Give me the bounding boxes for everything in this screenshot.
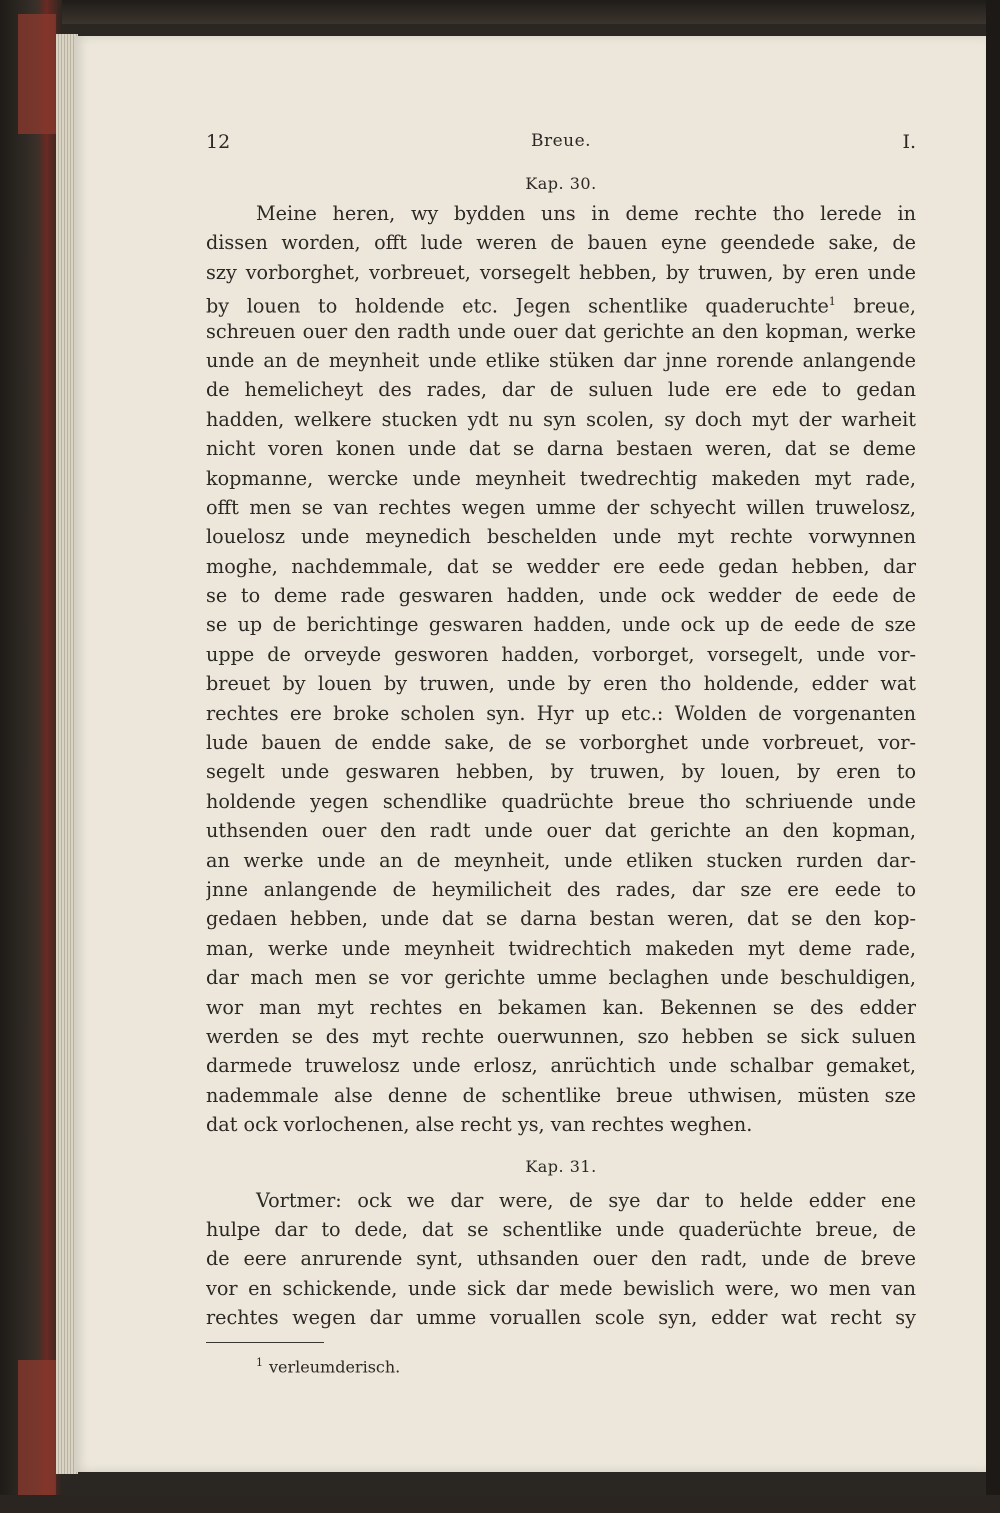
text-line: dar mach men se vor gerichte umme beclaghen unde beschuldigen, [206, 966, 916, 990]
binding-corner-top [18, 14, 56, 134]
book-spine-binding [0, 0, 62, 1513]
text-line-with-footnote-ref [206, 287, 916, 316]
text-line-part: breue, [835, 294, 916, 317]
footnote-reference: 1 [828, 295, 836, 309]
chapter-31-body [206, 1186, 916, 1333]
running-title: Breue. [530, 131, 592, 151]
chapter-heading-31: Kap. 31. [525, 1156, 597, 1176]
text-line: werden se des myt rechte ouerwunnen, szo hebben se sick suluen [206, 1024, 916, 1048]
text-line: se up de berichtinge geswaren hadden, unde ock up de eede de sze [206, 613, 916, 637]
section-number: I. [902, 131, 916, 153]
footnote-divider [206, 1342, 324, 1343]
text-line: uthsenden ouer den radt unde ouer dat gerichte an den kopman, [206, 819, 916, 843]
binding-corner-bottom [18, 1360, 56, 1500]
text-line: szy vorborghet, vorbreuet, vorsegelt hebben, by truwen, by eren unde [206, 260, 916, 284]
text-line: schreuen ouer den radth unde ouer dat gerichte an den kopman, werke [206, 319, 916, 343]
text-line: hadden, welkere stucken ydt nu syn scolen, sy doch myt der warheit [206, 407, 916, 431]
text-line: darmede truwelosz unde erlosz, anrüchtich unde schalbar gemaket, [206, 1054, 916, 1078]
running-head [206, 131, 916, 163]
text-line: gedaen hebben, unde dat se darna bestan weren, dat se den kop- [206, 907, 916, 931]
book-cover-top-edge [0, 0, 1000, 24]
chapter-heading-30: Kap. 30. [525, 174, 597, 193]
text-line: rechtes ere broke scholen syn. Hyr up etc.: Wolden de vorgenanten [206, 701, 916, 725]
text-line: lude bauen de endde sake, de se vorborghet unde vorbreuet, vor- [206, 731, 916, 755]
text-line: segelt unde geswaren hebben, by truwen, by louen, by eren to [206, 760, 916, 784]
text-line: uppe de orveyde gesworen hadden, vorborget, vorsegelt, unde vor- [206, 642, 916, 666]
text-line: jnne anlangende de heymilicheit des rades, dar sze ere eede to [206, 877, 916, 901]
text-line: de hemelicheyt des rades, dar de suluen lude ere ede to gedan [206, 378, 916, 402]
text-line: vor en schickende, unde sick dar mede bewislich were, wo men van [206, 1276, 916, 1300]
text-line: offt men se van rechtes wegen umme der schyecht willen truwelosz, [206, 495, 916, 519]
text-line: unde an de meynheit unde etlike stüken dar jnne rorende anlangende [206, 348, 916, 372]
footnote [206, 1351, 916, 1379]
book-cover-right-edge [986, 0, 1000, 1513]
book-cover-bottom-edge [0, 1495, 1000, 1513]
text-line: man, werke unde meynheit twidrechtich makeden myt deme rade, [206, 936, 916, 960]
text-line: dat ock vorlochenen, alse recht ys, van rechtes weghen. [206, 1113, 753, 1137]
text-line: rechtes wegen dar umme voruallen scole syn, edder wat recht sy [206, 1306, 916, 1330]
text-line: Meine heren, wy bydden uns in deme rechte tho lerede in [256, 202, 916, 225]
text-block [206, 131, 916, 1380]
text-line: wor man myt rechtes en bekamen kan. Bekennen se des edder [206, 995, 916, 1019]
text-line: de eere anrurende synt, uthsanden ouer den radt, unde de breve [206, 1247, 916, 1271]
page-number: 12 [206, 131, 231, 153]
text-line: kopmanne, wercke unde meynheit twedrechtig makeden myt rade, [206, 466, 916, 490]
book-page [74, 36, 986, 1472]
text-line: Vortmer: ock we dar were, de sye dar to helde edder ene [256, 1188, 916, 1212]
text-line: nademmale alse denne de schentlike breue uthwisen, müsten sze [206, 1083, 916, 1107]
text-line: holdende yegen schendlike quadrüchte breue tho schriuende unde [206, 789, 916, 813]
text-line: dissen worden, offt lude weren de bauen eyne geendede sake, de [206, 231, 916, 255]
text-line: se to deme rade geswaren hadden, unde ock wedder de eede de [206, 584, 916, 608]
text-line: an werke unde an de meynheit, unde etliken stucken rurden dar- [206, 848, 916, 872]
footnote-marker: 1 [256, 1356, 263, 1370]
text-line: louelosz unde meynedich beschelden unde myt rechte vorwynnen [206, 525, 916, 549]
text-line: breuet by louen by truwen, unde by eren tho holdende, edder wat [206, 672, 916, 696]
chapter-30-body [206, 199, 916, 1140]
text-line: moghe, nachdemmale, dat se wedder ere eede gedan hebben, dar [206, 554, 916, 578]
text-line: nicht voren konen unde dat se darna bestaen weren, dat se deme [206, 437, 916, 461]
text-line: hulpe dar to dede, dat se schentlike unde quaderüchte breue, de [206, 1217, 916, 1241]
footnote-text: verleumderisch. [269, 1357, 401, 1377]
text-line-part: by louen to holdende etc. Jegen schentlike quaderuchte [206, 294, 829, 317]
